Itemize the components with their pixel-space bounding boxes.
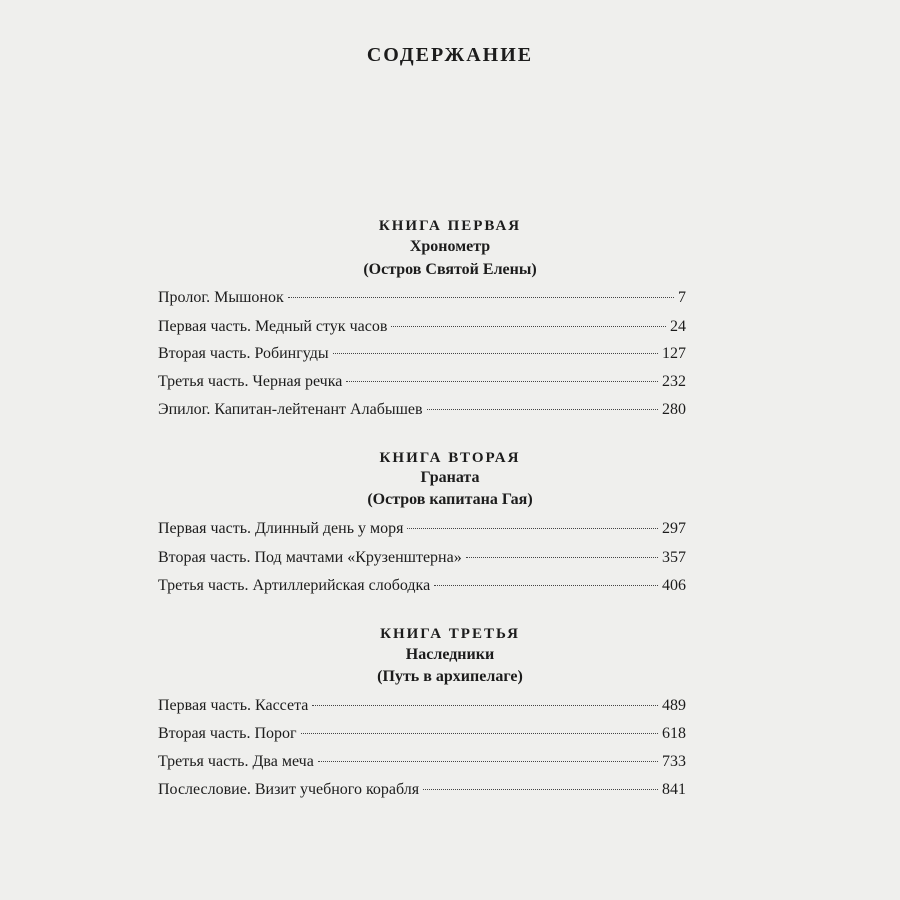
- toc-entry: [158, 373, 686, 395]
- page-title: СОДЕРЖАНИЕ: [366, 44, 534, 66]
- toc-entry-page: 841: [662, 781, 686, 798]
- toc-entry: [158, 781, 686, 803]
- toc-entry-label: Вторая часть. Порог: [158, 725, 297, 742]
- book-1-name: Хронометр: [409, 238, 491, 255]
- toc-entry-label: Третья часть. Артиллерийская слободка: [158, 577, 431, 594]
- toc-entry: [158, 697, 686, 719]
- toc-entry-label: Первая часть. Длинный день у моря: [158, 520, 404, 537]
- book-1-subtitle: (Остров Святой Елены): [363, 261, 537, 278]
- dot-leader: [434, 585, 658, 586]
- toc-entry-page: 618: [662, 725, 686, 742]
- dot-leader: [427, 409, 658, 410]
- dot-leader: [312, 705, 658, 706]
- toc-entry: [158, 318, 686, 340]
- book-3-subtitle: (Путь в архипелаге): [377, 668, 523, 685]
- dot-leader: [391, 326, 666, 327]
- toc-entry: [158, 289, 686, 311]
- dot-leader: [423, 789, 658, 790]
- toc-entry: [158, 401, 686, 423]
- book-1-heading: КНИГА ПЕРВАЯ: [378, 218, 522, 234]
- dot-leader: [407, 528, 658, 529]
- toc-entry-label: Третья часть. Два меча: [158, 753, 314, 770]
- toc-entry: [158, 520, 686, 542]
- toc-entry-label: Третья часть. Черная речка: [158, 373, 343, 390]
- toc-entry-page: 357: [662, 549, 686, 566]
- toc-entry-label: Послесловие. Визит учебного корабля: [158, 781, 420, 798]
- toc-entry-label: Пролог. Мышонок: [158, 289, 284, 306]
- toc-entry-page: 7: [678, 289, 686, 306]
- toc-entry: [158, 345, 686, 367]
- toc-entry: [158, 577, 686, 599]
- toc-entry-label: Вторая часть. Под мачтами «Крузенштерна»: [158, 549, 462, 566]
- book-3-heading: КНИГА ТРЕТЬЯ: [380, 626, 520, 642]
- toc-entry: [158, 549, 686, 571]
- toc-entry: [158, 725, 686, 747]
- book-3-name: Наследники: [405, 646, 495, 663]
- toc-entry-page: 489: [662, 697, 686, 714]
- dot-leader: [288, 297, 674, 298]
- toc-entry-page: 280: [662, 401, 686, 418]
- dot-leader: [346, 381, 658, 382]
- toc-entry-page: 232: [662, 373, 686, 390]
- toc-entry-page: 127: [662, 345, 686, 362]
- toc-entry-page: 297: [662, 520, 686, 537]
- dot-leader: [466, 557, 658, 558]
- toc-entry-label: Вторая часть. Робингуды: [158, 345, 329, 362]
- book-2-heading: КНИГА ВТОРАЯ: [379, 450, 521, 466]
- dot-leader: [301, 733, 658, 734]
- toc-entry-page: 24: [670, 318, 686, 335]
- toc-entry-label: Первая часть. Медный стук часов: [158, 318, 388, 335]
- toc-entry: [158, 753, 686, 775]
- toc-entry-page: 406: [662, 577, 686, 594]
- book-2-subtitle: (Остров капитана Гая): [367, 491, 533, 508]
- toc-entry-page: 733: [662, 753, 686, 770]
- toc-entry-label: Первая часть. Кассета: [158, 697, 309, 714]
- dot-leader: [333, 353, 658, 354]
- dot-leader: [318, 761, 658, 762]
- book-2-name: Граната: [420, 469, 480, 486]
- toc-entry-label: Эпилог. Капитан-лейтенант Алабышев: [158, 401, 423, 418]
